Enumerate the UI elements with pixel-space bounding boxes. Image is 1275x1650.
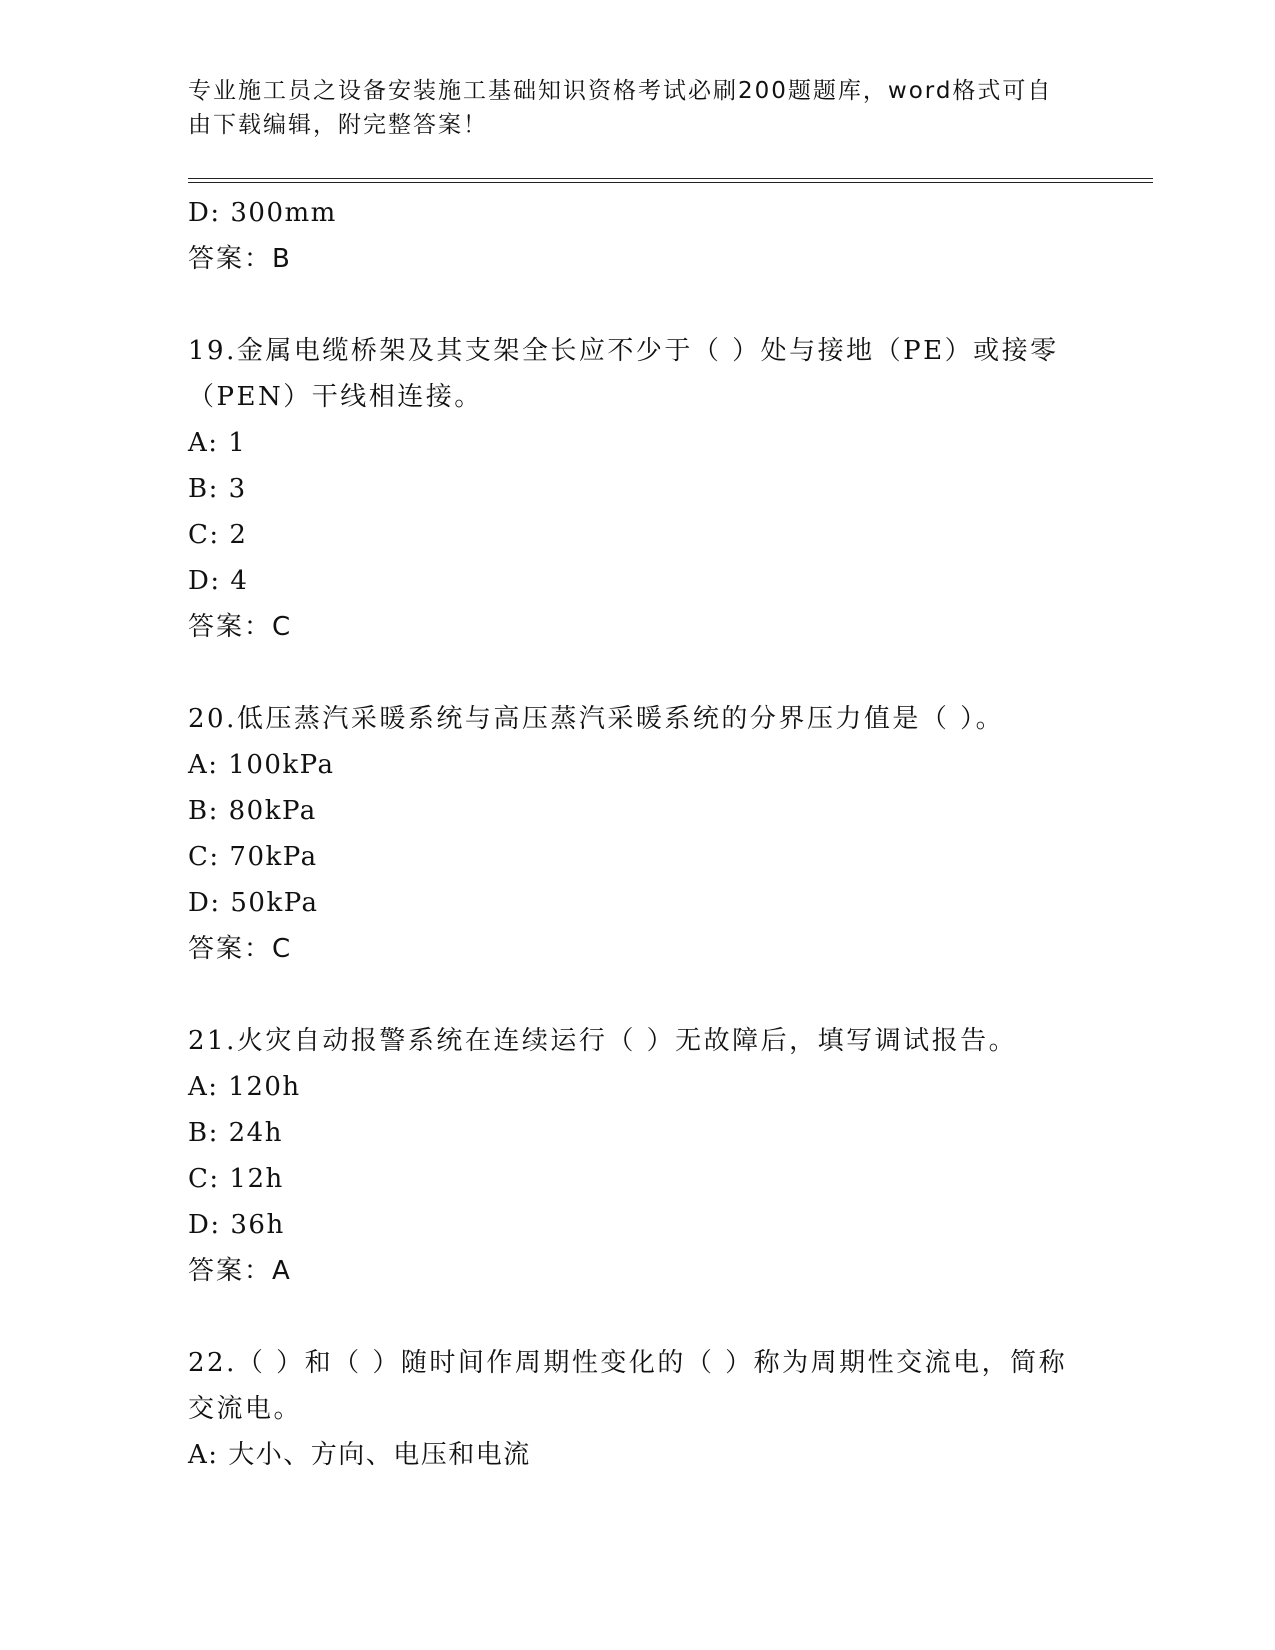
option-d: D: 300mm <box>188 198 337 228</box>
answer-line: 答案：B <box>188 244 292 274</box>
answer-line: 答案：A <box>188 1256 292 1286</box>
question-text: 19.金属电缆桥架及其支架全长应不少于（ ）处与接地（PE）或接零（PEN）干线相连接。 <box>188 336 1059 412</box>
option-a: A: 100kPa <box>188 750 335 780</box>
option-a: A: 大小、方向、电压和电流 <box>188 1440 531 1470</box>
question-21 <box>188 1018 1068 1294</box>
question-text: 22.（ ）和（ ）随时间作周期性变化的（ ）称为周期性交流电，简称交流电。 <box>188 1348 1068 1424</box>
question-list <box>188 190 1068 1478</box>
header-divider <box>188 178 1153 179</box>
question-19 <box>188 328 1068 650</box>
question-20 <box>188 696 1068 972</box>
option-a: A: 120h <box>188 1072 301 1102</box>
option-b: B: 24h <box>188 1118 283 1148</box>
option-d: D: 50kPa <box>188 888 319 918</box>
option-b: B: 3 <box>188 474 247 504</box>
option-b: B: 80kPa <box>188 796 317 826</box>
question-text: 20.低压蒸汽采暖系统与高压蒸汽采暖系统的分界压力值是（ ）。 <box>188 704 1005 734</box>
option-c: C: 70kPa <box>188 842 318 872</box>
question-text: 21.火灾自动报警系统在连续运行（ ）无故障后，填写调试报告。 <box>188 1026 1018 1056</box>
answer-line: 答案：C <box>188 934 293 964</box>
option-d: D: 36h <box>188 1210 285 1240</box>
option-c: C: 2 <box>188 520 248 550</box>
option-c: C: 12h <box>188 1164 284 1194</box>
answer-line: 答案：C <box>188 612 293 642</box>
option-d: D: 4 <box>188 566 249 596</box>
option-a: A: 1 <box>188 428 247 458</box>
question-22 <box>188 1340 1068 1478</box>
header-divider <box>188 182 1153 183</box>
document-header: 专业施工员之设备安装施工基础知识资格考试必刷200题题库，word格式可自由下载编辑，附完整答案！ <box>188 78 1053 138</box>
